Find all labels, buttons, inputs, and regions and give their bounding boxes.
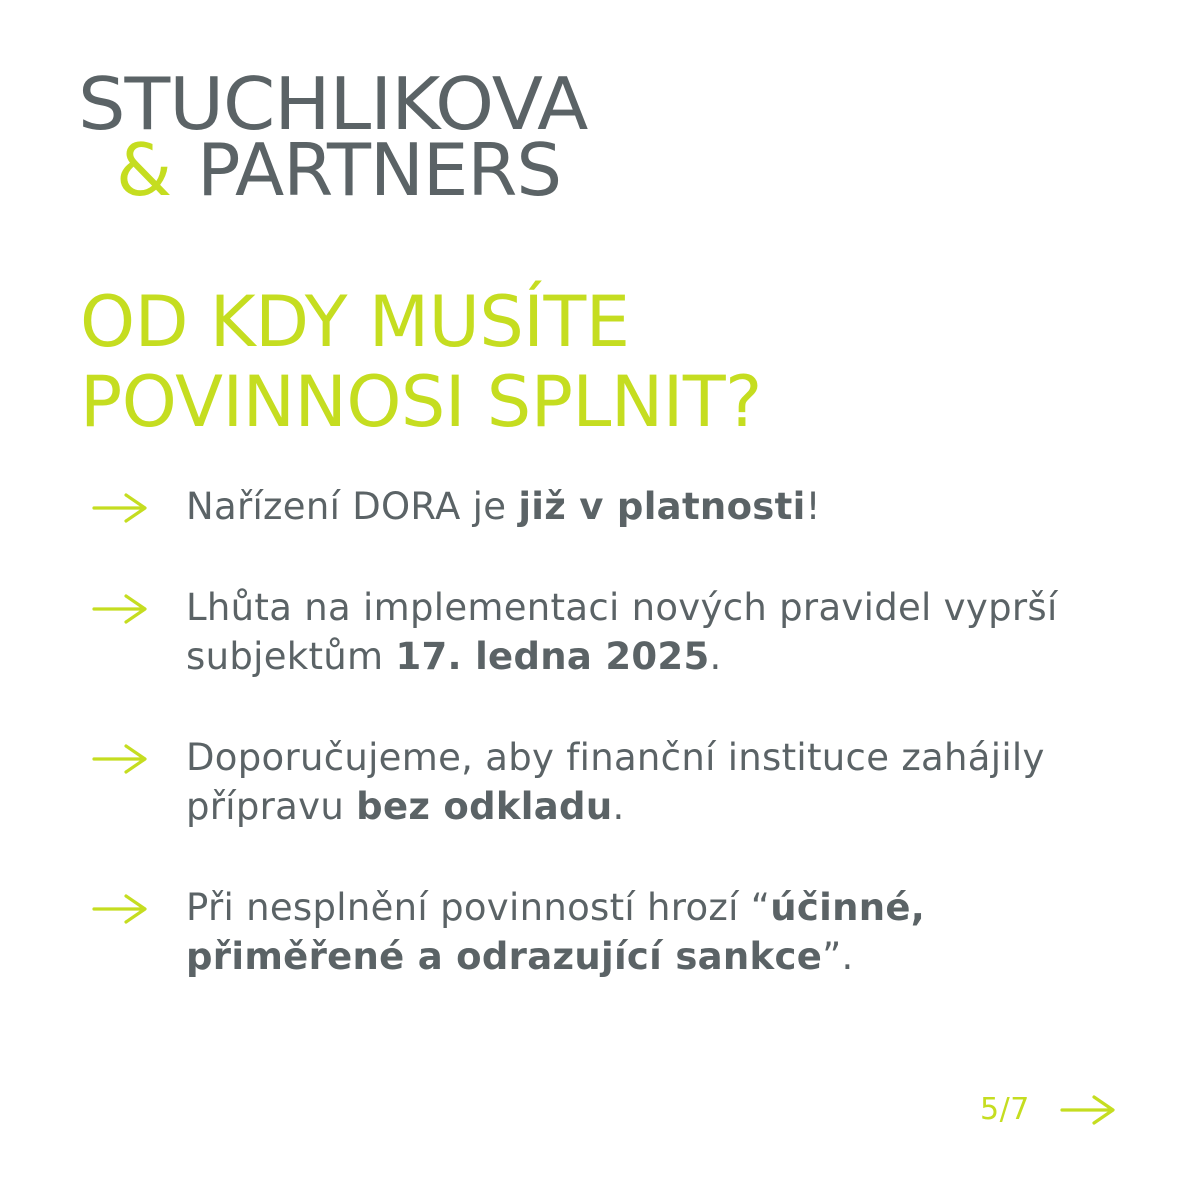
list-item-text	[186, 485, 821, 528]
list-item-segment: Nařízení DORA je	[186, 485, 519, 528]
list-item-segment: .	[612, 785, 625, 828]
arrow-right-icon	[92, 893, 148, 925]
pager	[980, 1090, 1116, 1130]
logo-partners: PARTNERS	[197, 128, 562, 212]
page-indicator: 5/7	[980, 1092, 1030, 1127]
arrow-right-icon	[92, 743, 148, 775]
list-item-segment: !	[805, 485, 821, 528]
list-item-segment: Lhůta na implementaci nových pravidel vyprší subjektům	[186, 586, 1058, 678]
logo-name: STUCHLIKOVA	[78, 62, 588, 146]
list-item-text	[186, 886, 925, 978]
list-item	[90, 482, 1090, 531]
bullet-list	[90, 482, 1090, 1033]
page-title-line-1: OD KDY MUSÍTE	[80, 281, 630, 363]
page-title	[80, 282, 762, 442]
logo-ampersand: &	[116, 128, 172, 212]
list-item-segment: Doporučujeme, aby finanční instituce zahájily přípravu	[186, 736, 1045, 828]
list-item-emphasis: 17. ledna 2025	[395, 635, 710, 678]
list-item-emphasis: již v platnosti	[518, 485, 806, 528]
page-title-line-2: POVINNOSI SPLNIT?	[80, 361, 762, 443]
logo-partners-line	[116, 128, 562, 212]
arrow-right-icon[interactable]	[1060, 1094, 1116, 1126]
list-item	[90, 583, 1090, 681]
list-item-emphasis: bez odkladu	[356, 785, 613, 828]
list-item-segment: .	[709, 635, 722, 678]
list-item	[90, 733, 1090, 831]
arrow-right-icon	[92, 593, 148, 625]
list-item-segment: ”.	[822, 935, 854, 978]
list-item-segment: Při nesplnění povinností hrozí “	[186, 886, 771, 929]
list-item-text	[186, 586, 1058, 678]
list-item	[90, 883, 1090, 981]
brand-logo	[78, 62, 638, 212]
list-item-text	[186, 736, 1045, 828]
arrow-right-icon	[92, 492, 148, 524]
list-item-emphasis: účinné, přiměřené a odrazující sankce	[186, 886, 926, 978]
